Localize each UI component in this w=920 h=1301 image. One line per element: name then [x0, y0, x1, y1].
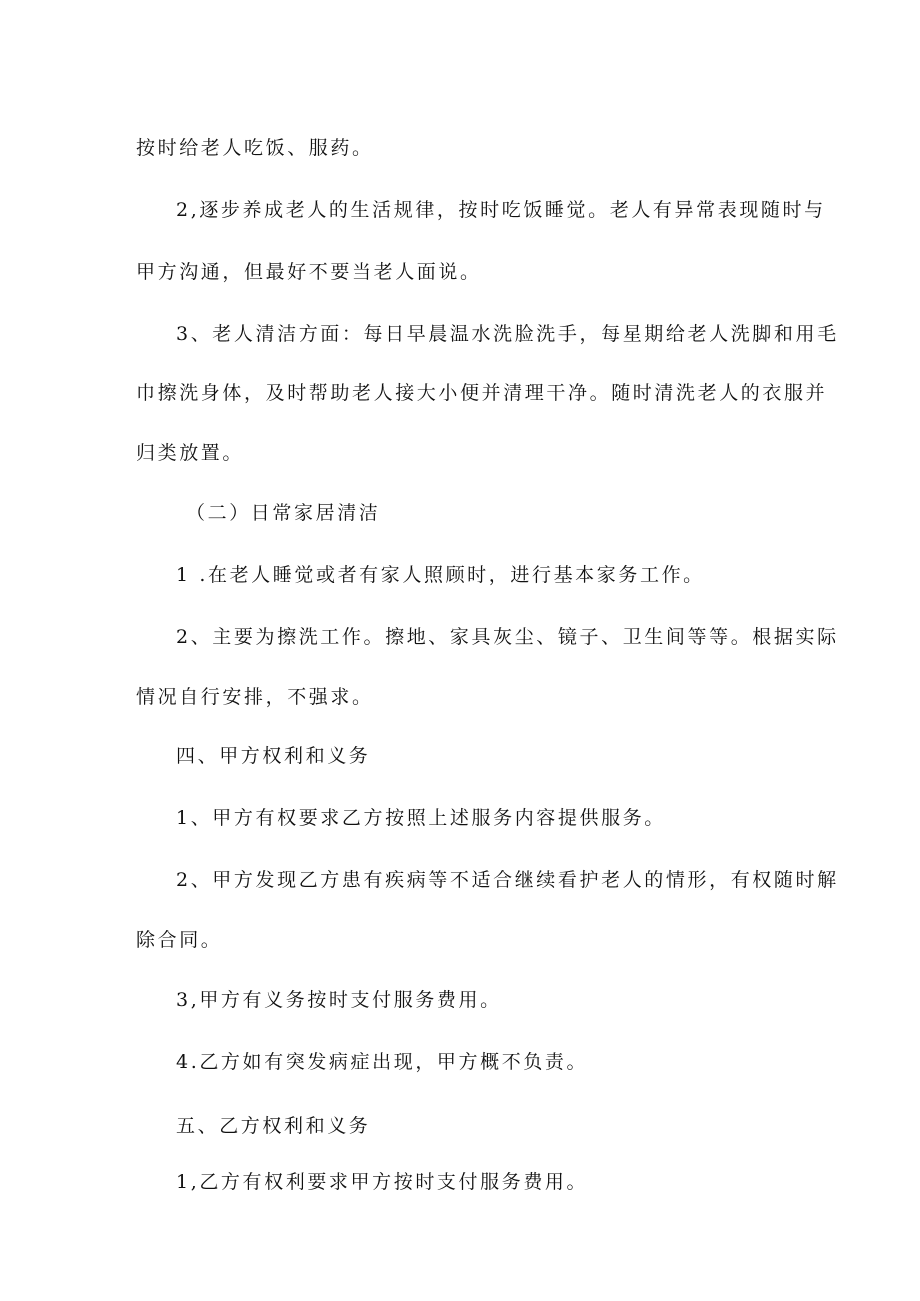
paragraph-line: 1、甲方有权要求乙方按照上述服务内容提供服务。 [176, 807, 666, 829]
paragraph-line: 2、甲方发现乙方患有疾病等不适合继续看护老人的情形，有权随时解 [176, 869, 839, 891]
paragraph-line: 1,乙方有权利要求甲方按时支付服务费用。 [176, 1171, 589, 1193]
paragraph-line: 4.乙方如有突发病症出现，甲方概不负责。 [176, 1051, 589, 1073]
paragraph-line: 3、老人清洁方面：每日早晨温水洗脸洗手，每星期给老人洗脚和用毛 [176, 323, 839, 345]
paragraph-line: 按时给老人吃饭、服药。 [136, 137, 374, 159]
paragraph-line: 除合同。 [136, 929, 223, 951]
paragraph-line: 情况自行安排，不强求。 [136, 686, 374, 708]
paragraph-line: 甲方沟通，但最好不要当老人面说。 [136, 261, 482, 283]
paragraph-line: 2,逐步养成老人的生活规律，按时吃饭睡觉。老人有异常表现随时与 [176, 199, 826, 221]
paragraph-line: 归类放置。 [136, 442, 245, 464]
section-heading: 五、乙方权利和义务 [176, 1115, 371, 1137]
section-heading: 四、甲方权利和义务 [176, 745, 371, 767]
paragraph-line: 2、主要为擦洗工作。擦地、家具灰尘、镜子、卫生间等等。根据实际 [176, 626, 839, 648]
paragraph-line: 巾擦洗身体，及时帮助老人接大小便并清理干净。随时清洗老人的衣服并 [136, 382, 828, 404]
paragraph-line: 1 .在老人睡觉或者有家人照顾时，进行基本家务工作。 [176, 564, 705, 586]
section-heading: （二）日常家居清洁 [186, 502, 381, 524]
paragraph-line: 3,甲方有义务按时支付服务费用。 [176, 989, 502, 1011]
